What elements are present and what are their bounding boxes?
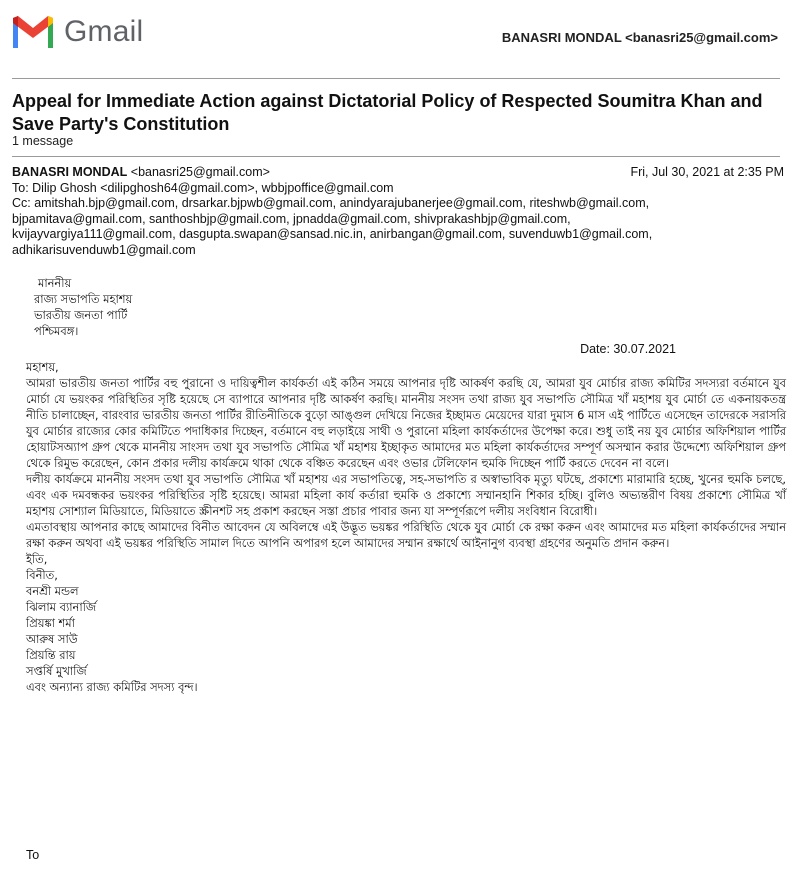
signatory: আরুষ সাউ	[26, 632, 78, 646]
letter-paragraph: আমরা ভারতীয় জনতা পার্টির বহু পুরানো ও দায়িত্বশীল কার্যকর্তা এই কঠিন সময়ে আপনার দৃষ্টি আকর্ষণ করছি যে, আমরা যুব মোর্চার রাজ্য কমিটির সদস্যরা বর্তমানে যুব মোর্চা যে ভয়ংকর পরিস্থিতির সৃষ্টি হয়েছে সে ব্যাপারে আপনার দৃষ্টি আকর্ষণ করছি। মাননীয় সংসদ তথা রাজ্য যুব সভাপতি সৌমিত্র খাঁ মহাশয় যুব মোর্চা তে একনায়কতন্ত্র নীতি চালাচ্ছেন, বারংবার ভারতীয় জনতা পার্টির রীতিনীতিকে বুড়ো আঙ্গুল দেখিয়ে নিজের ইচ্ছামত মেয়েদের যারা দুমাস 6 মাস এই পার্টিতে এসেছেন তাদেরকে সরাসরি যুব মোর্চার রাজ্যের কোর কমিটিতে পদাধিকার দিচ্ছেন, বর্তমানে বহু লড়াইয়ে সাথী ও পুরানো মহিলা কার্যকর্তাদের উপেক্ষা করে। শুধু তাই নয় যুব মোর্চার অফিশিয়াল পার্টির হোয়াটসঅ্যাপ গ্রুপ থেকে মাননীয় সাংসদ তথা যুব সভাপতি সৌমিত্র খাঁ মহাশয় ইচ্ছাকৃত আমাদের মত মহিলা কার্যকর্তাদের সম্পূর্ণ অসম্মান করার উদ্দেশ্যে অফিশিয়াল গ্রুপ থেকে রিমুভ করেছেন, কোন প্রকার দলীয় কার্যক্রমে থাকা থেকে বঞ্চিত করেছেন এবং ওভার টেলিফোন হুমকি দিচ্ছেন পার্টি করতে দেবেন না বলে।	[26, 376, 786, 470]
cc-line: kvijayvargiya111@gmail.com, dasgupta.swapan@sansad.nic.in, anirbangan@gmail.com, suvenduwb1@gmail.com,	[12, 227, 653, 241]
from-row	[12, 165, 784, 181]
signatory: সপ্তর্ষি মুখার্জি	[26, 664, 87, 678]
sender	[12, 165, 270, 181]
cc-line: bjpamitava@gmail.com, santhoshbjp@gmail.com, jpnadda@gmail.com, shivprakashbjp@gmail.com,	[12, 211, 571, 226]
cc-line: adhikarisuvenduwb1@gmail.com	[12, 242, 196, 257]
address-line: মাননীয়	[38, 276, 72, 290]
sender-email: <banasri25@gmail.com>	[130, 165, 270, 179]
cc-line: Cc: amitshah.bjp@gmail.com, drsarkar.bjpwb@gmail.com, anindyarajubanerjee@gmail.com, riteshwb@gmail.com,	[12, 196, 650, 210]
gmail-m-icon	[10, 14, 56, 50]
address-line: ভারতীয় জনতা পার্টি	[34, 308, 128, 322]
letter-address	[26, 275, 786, 339]
sender-name: BANASRI MONDAL	[12, 165, 128, 179]
footer-to-label: To	[26, 848, 40, 862]
closing-line: বিনীত,	[26, 568, 58, 582]
address-line: রাজ্য সভাপতি মহাশয়	[34, 292, 133, 306]
signatory: প্রিয়ন্তি রায়	[26, 648, 76, 662]
message-date: Fri, Jul 30, 2021 at 2:35 PM	[630, 165, 784, 179]
header-divider	[12, 78, 780, 79]
account-label: BANASRI MONDAL <banasri25@gmail.com>	[501, 30, 778, 45]
letter-date: Date: 30.07.2021	[580, 342, 676, 356]
thread-subject: Appeal for Immediate Action against Dictatorial Policy of Respected Soumitra Khan and Save Party's Constitution	[12, 91, 763, 134]
to-recipients: To: Dilip Ghosh <dilipghosh64@gmail.com>, wbbjpoffice@gmail.com	[12, 180, 394, 195]
letter-closing	[26, 551, 786, 695]
message-meta	[12, 165, 784, 258]
signatory: ঝিলাম ব্যানার্জি	[26, 600, 97, 614]
message-count: 1 message	[12, 134, 74, 148]
letter-paragraph: এমতাবস্থায় আপনার কাছে আমাদের বিনীত আবেদন যে অবিলম্বে এই উদ্ভূত ভয়ঙ্কর পরিস্থিতি থেকে যুব মোর্চা কে রক্ষা করুন এবং আমাদের মত মহিলা কার্যকর্তাদের সম্মান রক্ষা করুন অথবা এই ভয়ঙ্কর পরিস্থিতি সামাল দিতে আপনি অপারগ হলে আমাদের সম্মান রক্ষার্থে আইনানুগ ব্যবস্থা গ্রহণের অনুমতি প্রদান করুন।	[26, 520, 786, 550]
closing-line: এবং অন্যান্য রাজ্য কমিটির সদস্য বৃন্দ।	[26, 680, 198, 694]
message-body	[26, 275, 786, 695]
signatory: প্রিয়ঙ্কা শর্মা	[26, 616, 75, 630]
gmail-header	[0, 0, 800, 74]
gmail-logo[interactable]	[10, 14, 143, 50]
thread-divider	[12, 156, 780, 157]
gmail-wordmark: Gmail	[64, 15, 144, 48]
salutation: মহাশয়,	[26, 360, 59, 374]
letter-paragraph: দলীয় কার্যক্রমে মাননীয় সংসদ তথা যুব সভাপতি সৌমিত্র খাঁ মহাশয় এর সভাপতিত্বে, সহ-সভাপতি র অস্বাভাবিক মৃত্যু ঘটছে, প্রকাশ্যে মারামারি হচ্ছে, খুনের হুমকি চলছে, এবং এক দমবন্ধকর ভয়ংকর পরিস্থিতির সৃষ্টি হয়েছে। আমরা মহিলা কার্য কর্তারা হুমকি ও প্রকাশ্যে সম্মানহানি শিকার হচ্ছি। বুলিও অভ্যন্তরীণ বিষয় প্রকাশ্যে সৌমিত্র খাঁ মহাশয় সোশ্যাল মিডিয়াতে, মিডিয়াতে স্ক্রীনশট সহ প্রকাশ করছেন সস্তা প্রচার পাবার জন্য যা সম্পূর্ণরূপে দলীয় সংবিধান বিরোধী।	[26, 472, 786, 518]
address-line: পশ্চিমবঙ্গ।	[34, 324, 79, 338]
closing-line: ইতি,	[26, 552, 48, 566]
signatory: বনশ্রী মন্ডল	[26, 584, 79, 598]
